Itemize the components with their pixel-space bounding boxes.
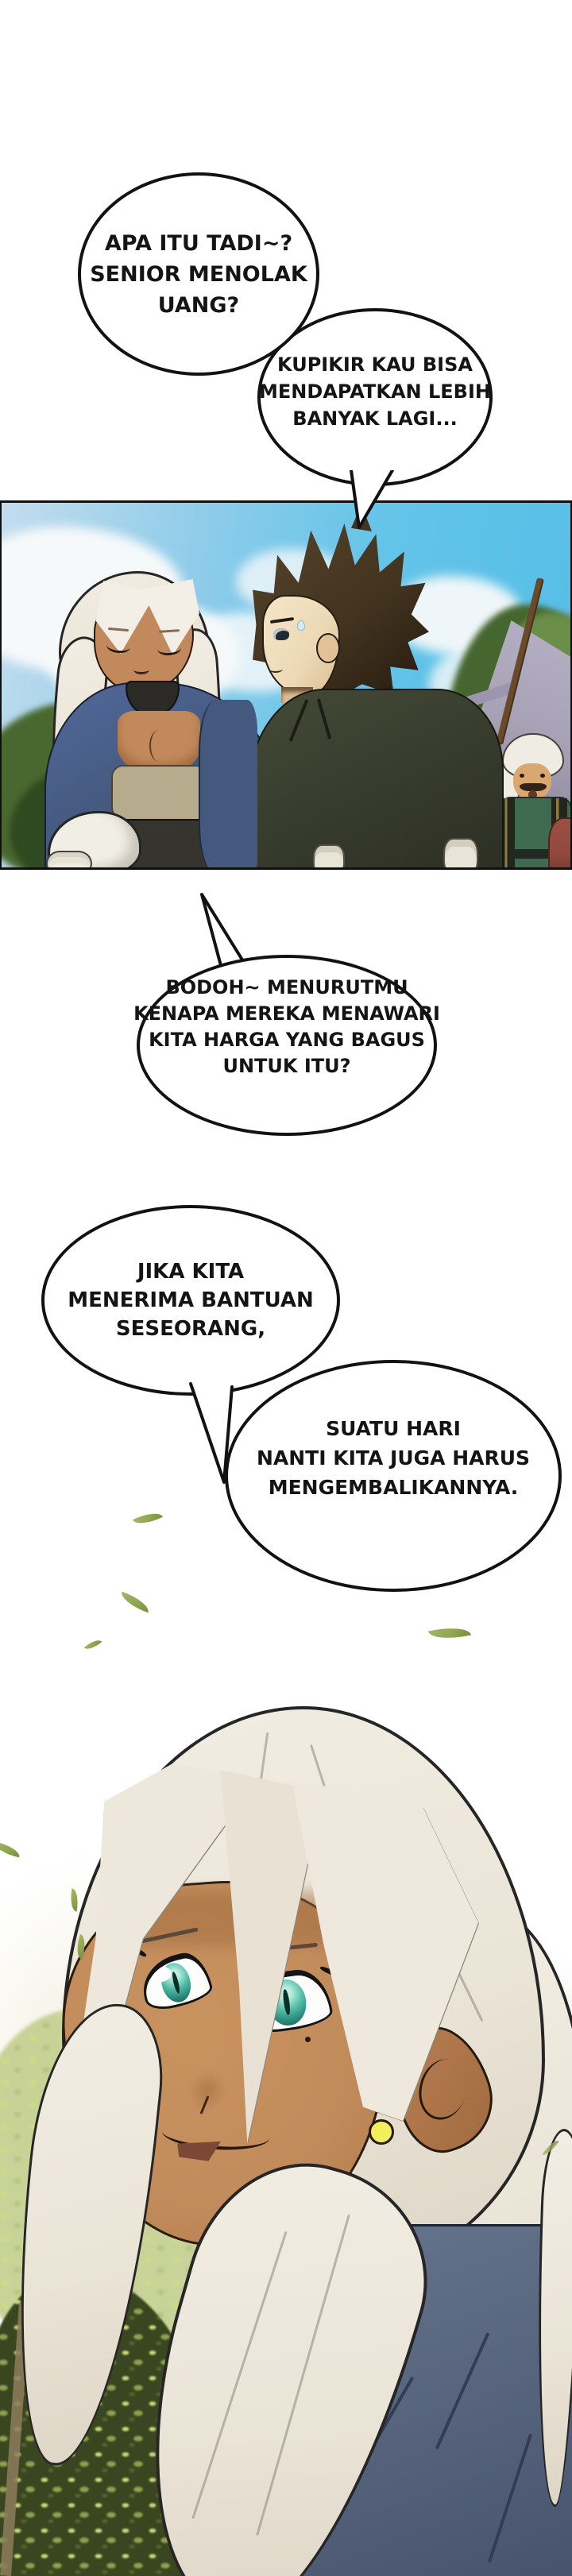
falling-leaf [428,1623,471,1643]
bubble-4-line-3: SESEORANG, [115,1317,266,1341]
panel-woman-cloak-drape [199,700,257,870]
earring [369,2119,394,2145]
merchant-eye [520,774,524,778]
panel-man-wrist-wrap [443,838,478,870]
panel-man-eye [273,628,289,640]
speech-bubble-3 [133,955,440,1136]
bubble-4-line-1: JIKA KITA [137,1260,245,1284]
panel-man-smile [269,665,283,673]
panel-1 [0,500,572,870]
speech-bubble-1-text [90,228,307,321]
speech-bubble-4 [41,1205,340,1396]
panel-man-ear [316,633,340,663]
panel-woman-cleavage-line [149,730,168,762]
panel-woman-chest-band [111,765,208,825]
bubble-3-line-1: BODOH~ MENURUTMU [165,976,408,998]
bubble-2-line-3: BANYAK LAGI... [292,407,458,430]
bubble-4-line-2: MENERIMA BANTUAN [68,1288,314,1312]
panel-man-wrist-wrap [313,844,345,870]
panel-woman-smile [133,665,149,674]
speech-bubble-1 [78,172,319,376]
speech-bubble-3-text [133,975,440,1116]
speech-bubble-5 [225,1360,562,1592]
bubble-3-line-4: UNTUK ITU? [222,1055,351,1077]
bubble-5-line-3: MENGEMBALIKANNYA. [268,1475,519,1499]
falling-leaf [84,1636,102,1653]
bubble-3-line-2: KENAPA MEREKA MENAWARI [133,1002,440,1025]
bubble-1-line-1: APA ITU TADI~? [104,230,293,256]
merchant-sash [510,849,553,859]
speech-bubble-2-text [259,351,491,443]
bubble-5-line-2: NANTI KITA JUGA HARUS [256,1446,531,1470]
bubble-2-tail [346,470,397,531]
portrait-bangs [280,1779,478,2121]
bubble-1-line-3: UANG? [157,292,240,318]
merchant-eye [540,774,545,778]
bubble-4-tail [186,1381,242,1485]
background-figure [548,817,572,870]
speech-bubble-5-text [257,1414,530,1539]
bandaged-wrist [46,851,92,870]
falling-leaf [118,1592,152,1613]
falling-leaf [133,1508,163,1529]
bubble-5-line-1: SUATU HARI [326,1416,461,1440]
bubble-1-line-2: SENIOR MENOLAK [90,261,307,287]
portrait-illustration [0,1668,572,2576]
bang-shape [280,1779,478,2121]
bubble-3-line-3: KITA HARGA YANG BAGUS [149,1029,425,1051]
speech-bubble-4-text [68,1257,314,1343]
bubble-2-line-1: KUPIKIR KAU BISA [277,353,473,376]
sweat-drop [297,620,305,631]
bubble-2-line-2: MENDAPATKAN LEBIH [259,380,491,403]
